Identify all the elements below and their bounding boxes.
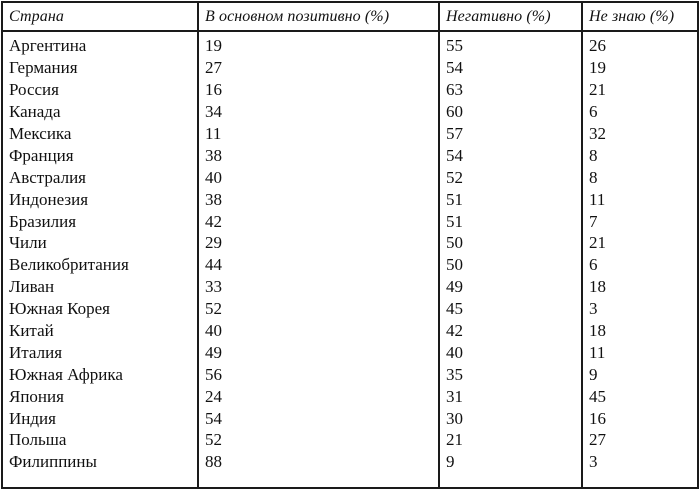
cell-negative: 45 [439,298,582,320]
cell-dont-know: 16 [582,407,697,429]
cell-positive: 52 [198,429,439,451]
cell-negative: 63 [439,79,582,101]
cell-country: Бразилия [9,211,77,231]
table-row [3,79,697,101]
cell-positive: 11 [198,123,439,145]
cell-negative: 52 [439,166,582,188]
cell-dont-know: 11 [582,341,697,363]
cell-negative: 30 [439,407,582,429]
header-country: Страна [3,3,198,31]
cell-positive: 40 [198,166,439,188]
table-row [3,451,697,473]
filler-cell [582,473,697,489]
cell-positive: 38 [198,188,439,210]
cell-dont-know: 9 [582,363,697,385]
table-row [3,232,697,254]
cell-positive: 19 [198,31,439,57]
cell-dont-know: 8 [582,144,697,166]
header-negative: Негативно (%) [439,3,582,31]
cell-negative: 9 [439,451,582,473]
header-row [3,3,697,31]
filler-cell [439,473,582,489]
cell-dont-know: 18 [582,276,697,298]
table-row [3,363,697,385]
cell-positive: 16 [198,79,439,101]
filler-cell [3,473,198,489]
filler-cell [198,473,439,489]
cell-country: Великобритания [9,255,129,275]
table-row [3,144,697,166]
cell-negative: 51 [439,188,582,210]
cell-country: Южная Африка [9,364,123,384]
cell-dont-know: 45 [582,385,697,407]
cell-positive: 29 [198,232,439,254]
cell-negative: 42 [439,320,582,342]
cell-dont-know: 3 [582,451,697,473]
cell-positive: 49 [198,341,439,363]
cell-negative: 50 [439,232,582,254]
cell-country: Ливан [9,277,55,297]
cell-dont-know: 21 [582,232,697,254]
header-positive: В основном позитивно (%) [198,3,439,31]
table-header [3,3,697,31]
table-body [3,31,697,489]
cell-dont-know: 7 [582,210,697,232]
cell-dont-know: 18 [582,320,697,342]
cell-negative: 57 [439,123,582,145]
cell-negative: 35 [439,363,582,385]
cell-positive: 42 [198,210,439,232]
table-row [3,254,697,276]
table-row [3,276,697,298]
cell-negative: 51 [439,210,582,232]
table-row [3,166,697,188]
survey-table [3,3,697,489]
cell-negative: 55 [439,31,582,57]
cell-positive: 38 [198,144,439,166]
cell-positive: 24 [198,385,439,407]
cell-positive: 33 [198,276,439,298]
cell-country: Индонезия [9,189,89,209]
cell-dont-know: 3 [582,298,697,320]
survey-table-container [1,1,699,489]
cell-country: Чили [9,233,47,253]
table-row [3,31,697,57]
cell-country: Южная Корея [9,299,110,319]
table-row [3,188,697,210]
cell-dont-know: 21 [582,79,697,101]
cell-dont-know: 8 [582,166,697,188]
cell-negative: 40 [439,341,582,363]
cell-negative: 50 [439,254,582,276]
table-row [3,429,697,451]
table-row [3,385,697,407]
table-filler-row [3,473,697,489]
cell-positive: 88 [198,451,439,473]
cell-dont-know: 6 [582,101,697,123]
cell-dont-know: 27 [582,429,697,451]
cell-positive: 56 [198,363,439,385]
cell-country: Польша [9,430,67,450]
cell-negative: 49 [439,276,582,298]
cell-negative: 54 [439,57,582,79]
cell-positive: 52 [198,298,439,320]
cell-dont-know: 19 [582,57,697,79]
cell-negative: 21 [439,429,582,451]
table-row [3,407,697,429]
cell-dont-know: 6 [582,254,697,276]
table-row [3,210,697,232]
cell-dont-know: 26 [582,31,697,57]
cell-positive: 34 [198,101,439,123]
cell-country: Франция [9,145,74,165]
table-row [3,57,697,79]
cell-country: Аргентина [9,36,87,56]
cell-negative: 31 [439,385,582,407]
cell-country: Филиппины [9,452,97,472]
cell-positive: 40 [198,320,439,342]
cell-negative: 54 [439,144,582,166]
cell-country: Мексика [9,124,72,143]
cell-country: Италия [9,342,63,362]
cell-country: Китай [9,321,54,341]
table-row [3,341,697,363]
cell-positive: 44 [198,254,439,276]
table-row [3,298,697,320]
cell-positive: 54 [198,407,439,429]
cell-dont-know: 32 [582,123,697,145]
cell-country: Германия [9,58,78,78]
cell-country: Япония [9,386,64,406]
table-row [3,123,697,145]
table-row [3,101,697,123]
cell-negative: 60 [439,101,582,123]
table-row [3,320,697,342]
cell-country: Канада [9,102,61,122]
cell-country: Австралия [9,167,86,187]
header-dont-know: Не знаю (%) [582,3,697,31]
cell-country: Индия [9,408,56,428]
cell-dont-know: 11 [582,188,697,210]
cell-positive: 27 [198,57,439,79]
cell-country: Россия [9,80,59,100]
